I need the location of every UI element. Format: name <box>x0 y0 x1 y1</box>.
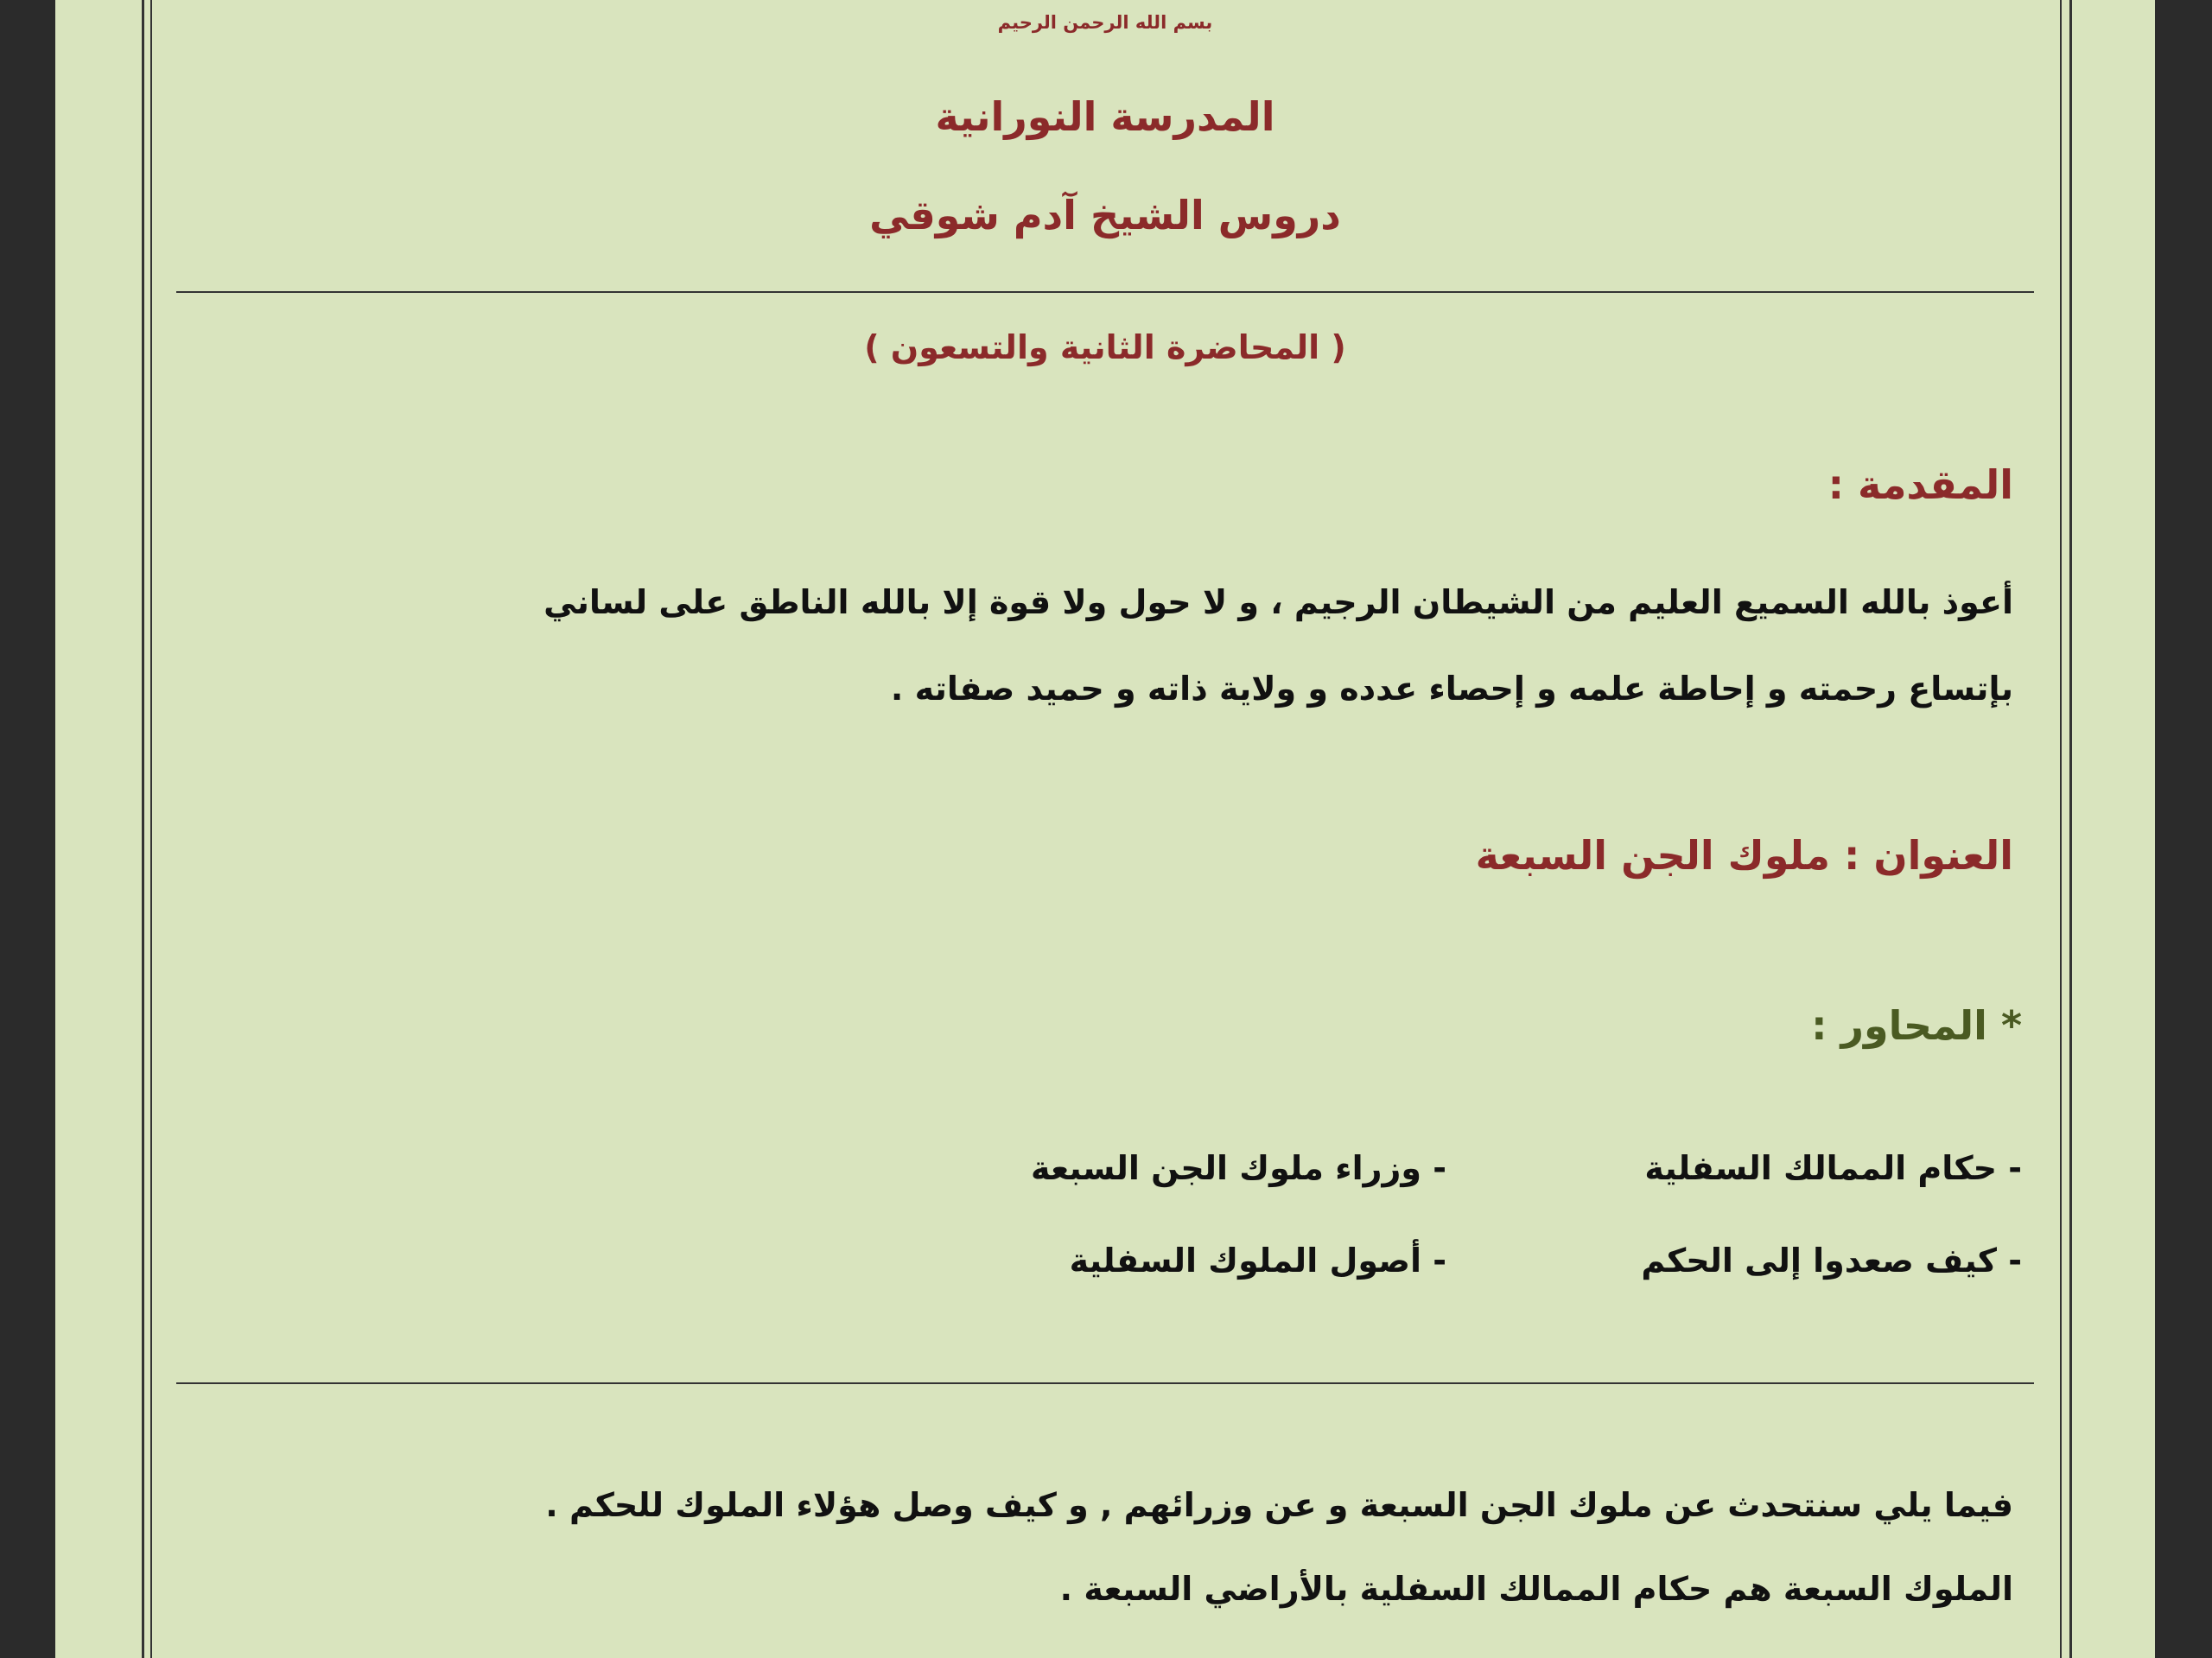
divider <box>176 291 2034 293</box>
intro-heading: المقدمة : <box>1827 461 2013 508</box>
axis-item: - حكام الممالك السفلية <box>1644 1149 2022 1187</box>
body-line: الملوك السبعة هم حكام الممالك السفلية بالأراضي السبعة . <box>1059 1570 2013 1608</box>
axis-item: - كيف صعدوا إلى الحكم <box>1641 1242 2022 1280</box>
page-content <box>176 0 2034 1658</box>
axis-item: - أصول الملوك السفلية <box>1069 1242 1446 1280</box>
school-title: المدرسة النورانية <box>935 93 1275 140</box>
intro-line: أعوذ بالله السميع العليم من الشيطان الرجيم ، و لا حول ولا قوة إلا بالله الناطق على لساني <box>543 583 2013 621</box>
intro-line: بإتساع رحمته و إحاطة علمه و إحصاء عدده و ولاية ذاته و حميد صفاته . <box>890 670 2013 708</box>
lessons-title: دروس الشيخ آدم شوقي <box>869 192 1341 238</box>
axis-item: - وزراء ملوك الجن السبعة <box>1030 1149 1446 1187</box>
title-heading: العنوان : ملوك الجن السبعة <box>1475 832 2013 879</box>
lecture-title: ( المحاضرة الثانية والتسعون ) <box>864 328 1346 366</box>
document-page <box>55 0 2155 1658</box>
divider <box>176 1382 2034 1384</box>
basmala: بسم الله الرحمن الرحيم <box>997 12 1213 33</box>
axes-heading: * المحاور : <box>1811 1002 2022 1049</box>
body-line: فيما يلي سنتحدث عن ملوك الجن السبعة و عن وزرائهم , و كيف وصل هؤلاء الملوك للحكم . <box>545 1486 2013 1524</box>
